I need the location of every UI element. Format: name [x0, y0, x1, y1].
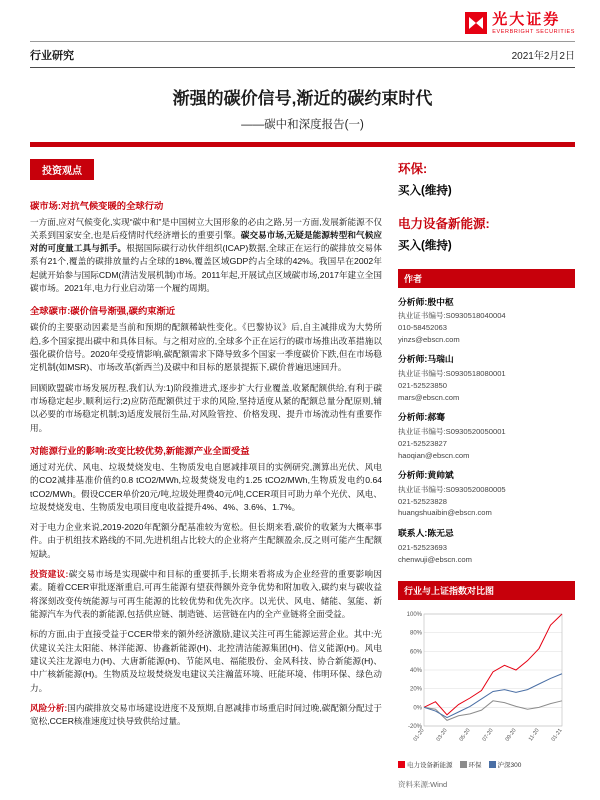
report-date: 2021年2月2日 [511, 51, 575, 62]
chart-legend [398, 760, 575, 769]
legend-label-csi300: 沪深300 [497, 762, 522, 770]
logo-subtitle: EVERBRIGHT SECURITIES [492, 28, 575, 35]
legend-item-csi300 [489, 760, 522, 769]
paragraph-segment: 碳交易市场,无疑是能源转型和气候应对的可度量工具与抓手。 [30, 229, 383, 254]
chart-section-header: 行业与上证指数对比图 [398, 581, 575, 600]
paragraph-5 [30, 521, 382, 561]
analyst-cert: 执业证书编号:S0930520080005 [398, 484, 506, 494]
svg-text:40%: 40% [409, 668, 422, 675]
report-category: 行业研究 [30, 49, 74, 62]
paragraph-2 [30, 321, 382, 374]
paragraph-segment: 国内碳排放交易市场建设进度不及预期,自愿减排市场重启时间过晚,碳配额分配过于宽松,CCER核准速度过快导致供给过量。 [30, 702, 382, 727]
paragraph-1 [30, 216, 382, 296]
svg-text:09-20: 09-20 [504, 728, 518, 744]
legend-swatch-csi300 [489, 761, 496, 768]
legend-item-power [398, 760, 453, 769]
sidebar [398, 159, 575, 791]
content-columns [30, 159, 575, 791]
rating-industry-power-equipment: 电力设备新能源: [398, 216, 490, 231]
analyst-name: 分析师:马瑞山 [398, 354, 454, 365]
legend-label-power: 电力设备新能源 [407, 762, 453, 770]
analyst-block-2 [398, 353, 575, 403]
svg-text:80%: 80% [409, 631, 422, 638]
svg-text:01-20: 01-20 [412, 728, 426, 744]
contact-block [398, 527, 575, 565]
legend-swatch-environment [460, 761, 467, 768]
logo-name: 光大证券 [492, 11, 561, 28]
svg-text:-20%: -20% [407, 724, 422, 731]
analyst-cert: 执业证书编号:S0930518080001 [398, 369, 506, 379]
logo-text [492, 12, 575, 35]
paragraph-segment: 通过对光伏、风电、垃圾焚烧发电、生物质发电自愿减排项目的实例研究,测算出光伏、风电的CO2减排基准价值约0.8 tCO2/MWh,垃圾焚烧发电约1.25 tCO2/MWh,生物质发电约0.64 tCO2/MWh。假设CCER单价20元/吨,垃圾处理费40元/吨,CCER项目可助力单个光伏、风电、垃圾焚烧发电、生物质发电项目度电收益提升4%、4%、3.6%、1.7%。 [30, 461, 382, 512]
analyst-phone: 021-52523828 [398, 496, 447, 506]
legend-item-environment [460, 760, 482, 769]
chart-source: 资料来源:Wind [398, 780, 448, 790]
svg-text:100%: 100% [406, 612, 422, 619]
analyst-name: 分析师:郝骞 [398, 412, 445, 423]
paragraph-segment: 一方面,应对气候变化,实现“碳中和”是中国树立大国形象的必由之路,另一方面,发展新能源不仅关系到国家安全,也是后疫情时代经济增长的重要引擎。 [30, 216, 382, 240]
paragraph-segment: 碳价的主要驱动因素是当前和预期的配额稀缺性变化。《巴黎协议》后,自主减排成为大势所趋,多个国家提出碳中和具体目标。与之相对应的,全球多个正在运行的碳市场推出改革措施以强化碳价信号。2020年受疫情影响,碳配额需求下降导致多个国家一季度碳价下跌,但在市场稳定机制(如MSR)、市场改革(新西兰)及碳中和目标的愿景提振下,碳价普遍迅速回升。 [30, 322, 382, 373]
contact-email: chenwuji@ebscn.com [398, 554, 472, 564]
svg-text:03-20: 03-20 [435, 728, 449, 744]
investment-view-badge: 投资观点 [30, 159, 94, 180]
paragraph-4 [30, 461, 382, 514]
svg-text:20%: 20% [409, 687, 422, 694]
paragraph-lead: 风险分析: [30, 702, 68, 713]
paragraph-segment: 碳交易市场是实现碳中和目标的重要抓手,长期来看将成为企业经营的重要影响因素。随着CCER审批逐渐重启,可再生能源有望获得额外竞争优势和附加收入,碳约束与碳收益将深刻改变传统能源与可再生能源的比较优势和优先次序。以光伏、风电、储能、氢能、新能源汽车为代表的新能源,包括供应链、制造链、运营链在内的全产业链将全面受益。 [30, 569, 382, 619]
analyst-cert: 执业证书编号:S0930520050001 [398, 426, 506, 436]
rating-value-power-equipment: 买入(维持) [398, 239, 452, 252]
analyst-phone: 021-52523827 [398, 438, 447, 448]
analyst-name: 分析师:殷中枢 [398, 296, 454, 307]
analyst-phone: 010-58452063 [398, 322, 447, 332]
analyst-block-4 [398, 469, 575, 519]
paragraph-investment-advice [30, 568, 382, 621]
legend-swatch-power [398, 761, 405, 768]
legend-label-environment: 环保 [468, 762, 482, 770]
report-subtitle: ——碳中和深度报告(一) [241, 118, 364, 131]
analyst-block-1 [398, 296, 575, 346]
paragraph-lead: 投资建议: [30, 569, 69, 580]
paragraph-segment: 回顾欧盟碳市场发展历程,我们认为:1)阶段推进式,逐步扩大行业覆盖,收紧配额供给,有利于碳市场稳定起步,顺利运行;2)应防范配额供过于求的风险,坚持适度从紧的配额总量分配原则,辅以必要的市场稳定机制;3)适度发展衍生品,对风险管控、价格发现、提升市场流动性有重要作用。 [30, 382, 382, 433]
analyst-email: yinzs@ebscn.com [398, 334, 460, 344]
report-title: 渐强的碳价信号,渐近的碳约束时代 [172, 88, 433, 108]
section-heading-energy-impact: 对能源行业的影响:改变比较优势,新能源产业全面受益 [30, 445, 250, 456]
svg-text:01-21: 01-21 [550, 728, 564, 744]
rating-industry-environment: 环保: [398, 161, 428, 176]
brand-header [30, 8, 575, 41]
analyst-name: 分析师:黄帅斌 [398, 470, 454, 481]
rating-value-environment: 买入(维持) [398, 184, 452, 197]
industry-chart-svg [398, 608, 566, 758]
analyst-phone: 021-52523850 [398, 380, 447, 390]
red-divider [30, 142, 575, 147]
main-column [30, 159, 382, 791]
contact-phone: 021-52523693 [398, 542, 447, 552]
everbright-logo [465, 12, 575, 35]
paragraph-3 [30, 382, 382, 435]
rating-block-environment [398, 159, 575, 198]
everbright-logo-icon [465, 12, 487, 34]
rating-block-power-equipment [398, 214, 575, 253]
analyst-cert: 执业证书编号:S0930518040004 [398, 311, 506, 321]
paragraph-risk-analysis [30, 702, 382, 729]
svg-text:07-20: 07-20 [481, 728, 495, 744]
paragraph-targets [30, 628, 382, 695]
svg-text:60%: 60% [409, 649, 422, 656]
paragraph-segment: 对于电力企业来说,2019-2020年配额分配基准较为宽松。但长期来看,碳价的收紧为大概率事件。由于机组技术路线的不同,先进机组占比较大的企业将产生配额盈余,反之则可能产生配额短缺。 [30, 522, 382, 559]
paragraph-segment: 根据国际碳行动伙伴组织(ICAP)数据,全球正在运行的碳排放交易体系有21个,覆盖的碳排放量约占全球的18%,覆盖区域GDP约占全球的42%。我国早在2002年起就开始参与国际CDM(清洁发展机制)市场。2011年起,开展试点区域碳市场,2017年建立全国碳市场。2021年,电力行业启动第一个履约周期。 [30, 243, 382, 294]
analyst-email: mars@ebscn.com [398, 392, 460, 402]
author-section-header: 作者 [398, 269, 575, 288]
analyst-email: huangshuaibin@ebscn.com [398, 508, 492, 518]
analyst-block-3 [398, 411, 575, 461]
report-meta-row [30, 41, 575, 68]
svg-text:11-20: 11-20 [527, 728, 541, 743]
paragraph-segment: 标的方面,由于直接受益于CCER带来的额外经济激励,建议关注可再生能源运营企业。其中:光伏建议关注太阳能、林洋能源、协鑫新能源(H)、北控清洁能源集团(H)、信义能源(H)。风电建议关注龙源电力(H)、大唐新能源(H)、节能风电、福能股份、金风科技、协合新能源(H)、中广核新能源(H)。生物质及垃圾焚烧发电建议关注瀚蓝环境、旺能环境、伟明环保、绿色动力。 [30, 629, 382, 693]
contact-name: 联系人:陈无忌 [398, 528, 454, 539]
svg-text:05-20: 05-20 [458, 728, 472, 744]
section-heading-carbon-market: 碳市场:对抗气候变暖的全球行动 [30, 200, 164, 211]
svg-text:0%: 0% [413, 705, 422, 712]
analyst-email: haoqian@ebscn.com [398, 450, 470, 460]
section-heading-global-carbon: 全球碳市:碳价信号渐强,碳约束渐近 [30, 306, 176, 317]
